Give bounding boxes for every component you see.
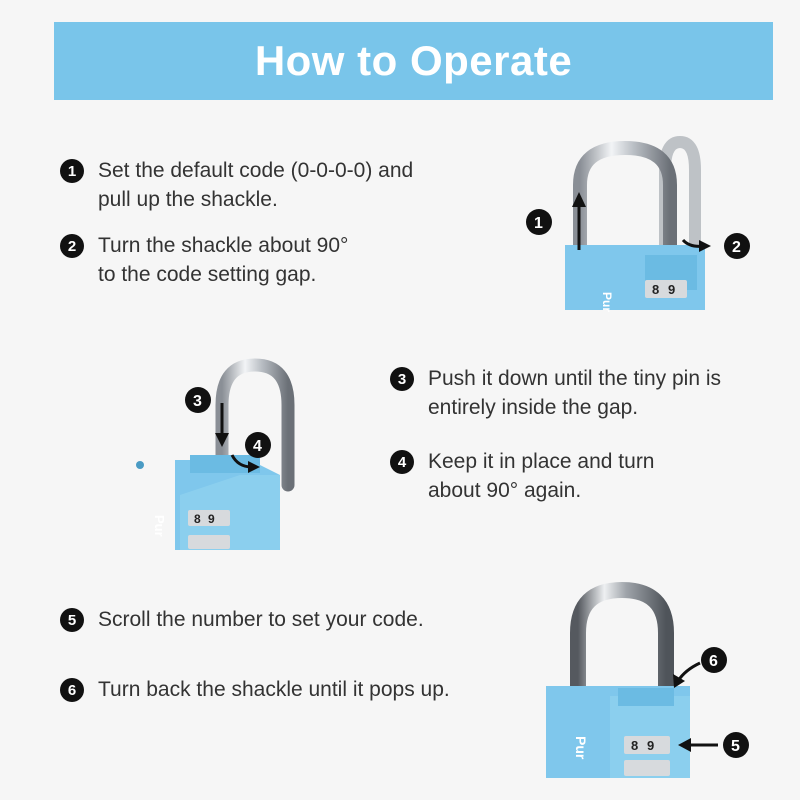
step-text: Scroll the number to set your code. (98, 608, 424, 631)
step-2 (60, 231, 348, 289)
step-number-badge: 5 (60, 608, 84, 632)
step-text: Turn the shackle about 90° to the code setting gap. (98, 234, 349, 286)
badge-label: 4 (253, 438, 262, 455)
step-5 (60, 605, 424, 634)
badge-label: 2 (732, 239, 741, 256)
step-number-badge: 4 (390, 450, 414, 474)
dial-digit: 9 (668, 282, 676, 297)
badge-label: 5 (731, 738, 740, 755)
dial-digit: 9 (208, 512, 215, 526)
step-4 (390, 447, 655, 505)
brand-text: Pur (573, 736, 589, 760)
dial-digit: 8 (652, 282, 660, 297)
dial-digit: 8 (631, 738, 639, 753)
step-number-badge: 2 (60, 234, 84, 258)
badge-label: 6 (709, 653, 718, 670)
badge-label: 1 (534, 215, 543, 232)
padlock-illustration-steps-5-6 (540, 578, 760, 778)
step-number-badge: 3 (390, 367, 414, 391)
padlock-illustration-steps-1-2 (515, 130, 775, 315)
brand-text: Pur (152, 515, 167, 537)
arrow-turn-icon (678, 663, 700, 681)
step-text: Keep it in place and turn about 90° again. (428, 450, 655, 502)
dial-window (188, 535, 230, 549)
page-title: How to Operate (254, 37, 573, 84)
badge-label: 3 (193, 393, 202, 410)
step-1 (60, 156, 413, 214)
dial-window (624, 760, 670, 776)
brand-text: Pur (600, 292, 614, 313)
dial-digit: 8 (194, 512, 201, 526)
step-6 (60, 675, 450, 704)
step-number-badge: 1 (60, 159, 84, 183)
dial-digit: 9 (647, 738, 655, 753)
step-number-badge: 6 (60, 678, 84, 702)
title-banner (54, 22, 773, 100)
step-text: Turn back the shackle until it pops up. (98, 678, 450, 701)
step-3 (390, 364, 721, 422)
padlock-illustration-steps-3-4 (152, 355, 385, 550)
step-text: Push it down until the tiny pin is entirely inside the gap. (428, 367, 721, 419)
step-text: Set the default code (0-0-0-0) and pull up the shackle. (98, 159, 414, 211)
